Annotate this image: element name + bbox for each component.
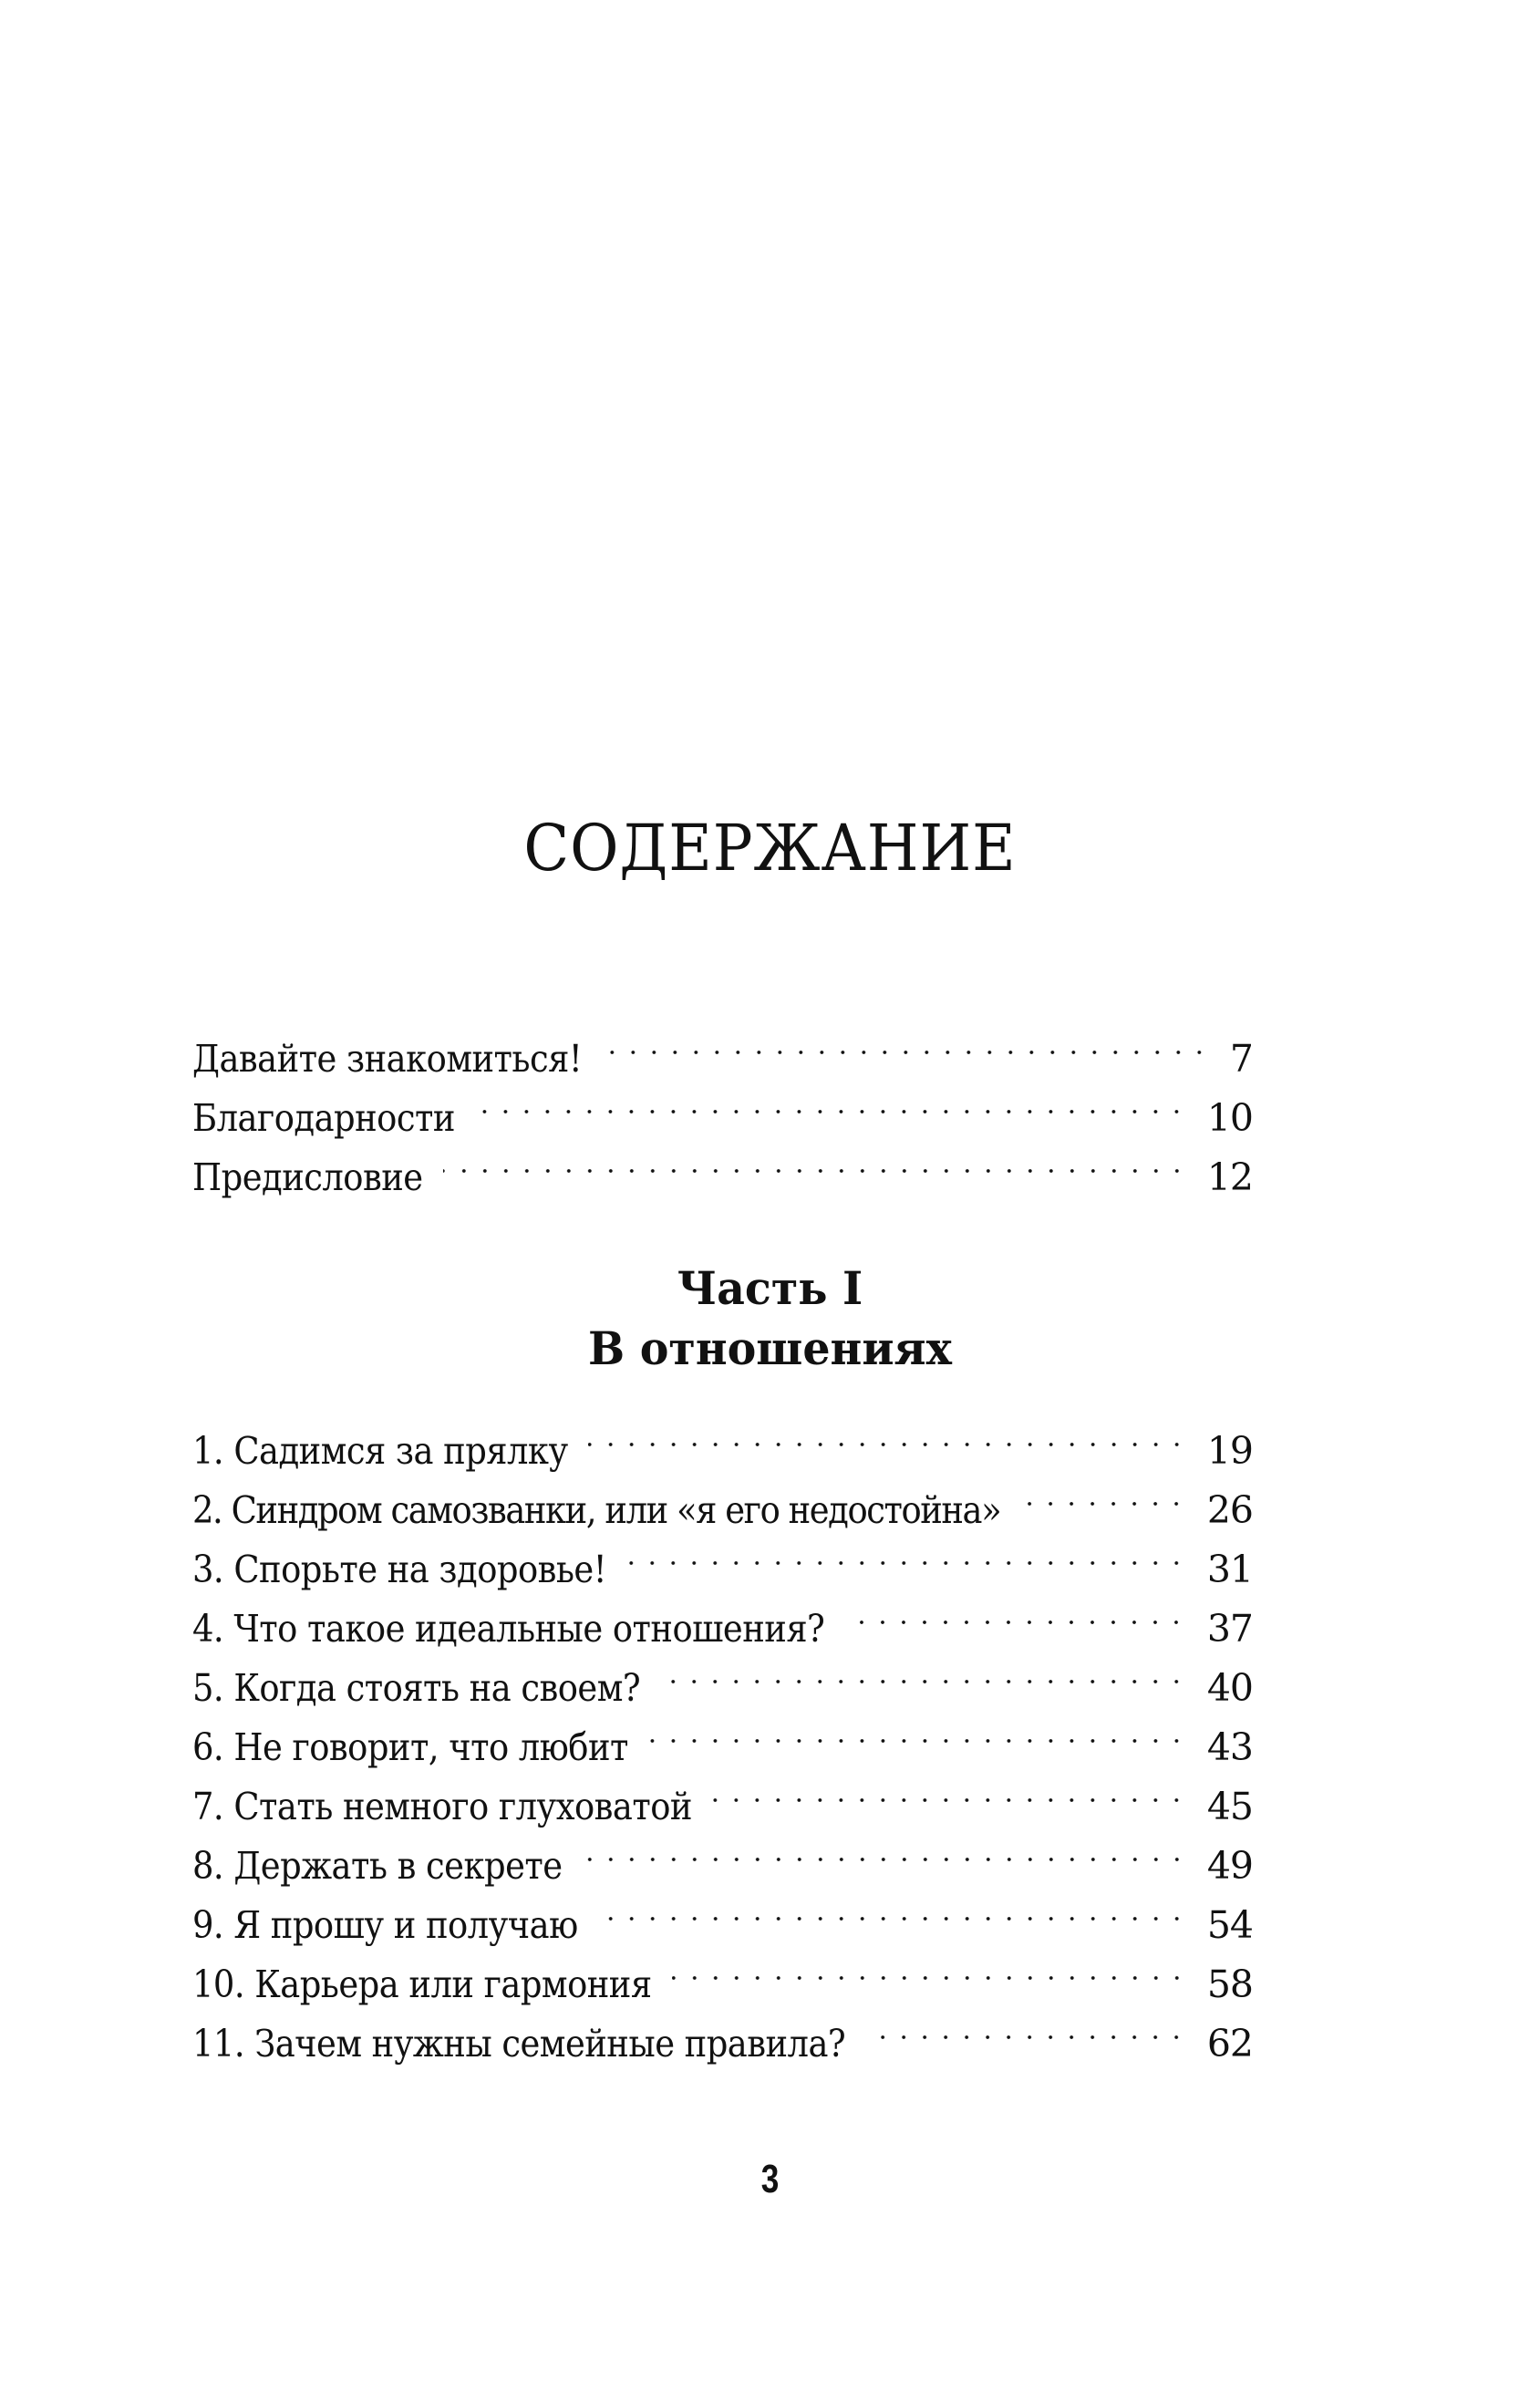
toc-entry-title: 10. Карьера или гармония	[192, 1962, 652, 2006]
toc-entry-page: 45	[1206, 1785, 1253, 1828]
toc-entry-page: 12	[1206, 1155, 1253, 1199]
page-number: 3	[760, 2157, 780, 2201]
dot-leader	[865, 1997, 1187, 2056]
part-title: В отношениях	[588, 1321, 952, 1375]
dot-leader	[443, 1131, 1187, 1190]
dot-leader	[583, 1819, 1187, 1879]
toc-entry-page: 43	[1206, 1725, 1253, 1769]
toc-front-matter	[192, 1012, 1253, 1199]
part-number: Часть I	[677, 1261, 863, 1315]
toc-entry[interactable]	[192, 1404, 1253, 1473]
dot-leader	[598, 1879, 1187, 1938]
toc-entry-title: 2. Синдром самозванки, или «я его недостойна»	[192, 1488, 1001, 1532]
toc-entry-title: 1. Садимся за прялку	[192, 1429, 568, 1473]
toc-entry-title: Благодарности	[192, 1096, 455, 1140]
toc-entry-title: 9. Я прошу и получаю	[192, 1903, 578, 1947]
toc-entry-page: 37	[1206, 1607, 1253, 1651]
toc-entry-title: Предисловие	[192, 1155, 423, 1199]
toc-entry-page: 7	[1229, 1037, 1253, 1081]
part-heading	[0, 1258, 1540, 1379]
dot-leader	[602, 1012, 1210, 1072]
toc-entry-page: 40	[1206, 1666, 1253, 1710]
dot-leader	[672, 1938, 1187, 1997]
dot-leader	[475, 1072, 1187, 1131]
toc-entry-title: 8. Держать в секрете	[192, 1844, 563, 1888]
toc-entry-page: 19	[1206, 1429, 1253, 1473]
dot-leader	[1013, 1464, 1187, 1523]
toc-entry-title: 3. Спорьте на здоровье!	[192, 1548, 607, 1591]
dot-leader	[660, 1641, 1187, 1701]
toc-chapters	[192, 1404, 1253, 2066]
toc-entry-page: 49	[1206, 1844, 1253, 1888]
dot-leader	[844, 1582, 1186, 1641]
dot-leader	[712, 1760, 1187, 1819]
toc-entry-page: 62	[1206, 2022, 1253, 2066]
dot-leader	[648, 1701, 1187, 1760]
toc-entry-page: 58	[1206, 1962, 1253, 2006]
page-title: СОДЕРЖАНИЕ	[523, 810, 1017, 885]
toc-entry-title: Давайте знакомиться!	[192, 1037, 583, 1081]
toc-entry-title: 11. Зачем нужны семейные правила?	[192, 2022, 846, 2066]
dot-leader	[626, 1523, 1187, 1582]
toc-entry-title: 6. Не говорит, что любит	[192, 1725, 628, 1769]
toc-entry-page: 10	[1206, 1096, 1253, 1140]
toc-entry-page: 54	[1206, 1903, 1253, 1947]
toc-entry-title: 7. Стать немного глуховатой	[192, 1785, 692, 1828]
toc-entry-title: 4. Что такое идеальные отношения?	[192, 1607, 825, 1651]
toc-entry-page: 26	[1206, 1488, 1253, 1532]
toc-entry-title: 5. Когда стоять на своем?	[192, 1666, 641, 1710]
toc-entry-page: 31	[1206, 1548, 1253, 1591]
toc-entry[interactable]	[192, 1012, 1253, 1081]
dot-leader	[588, 1404, 1187, 1464]
